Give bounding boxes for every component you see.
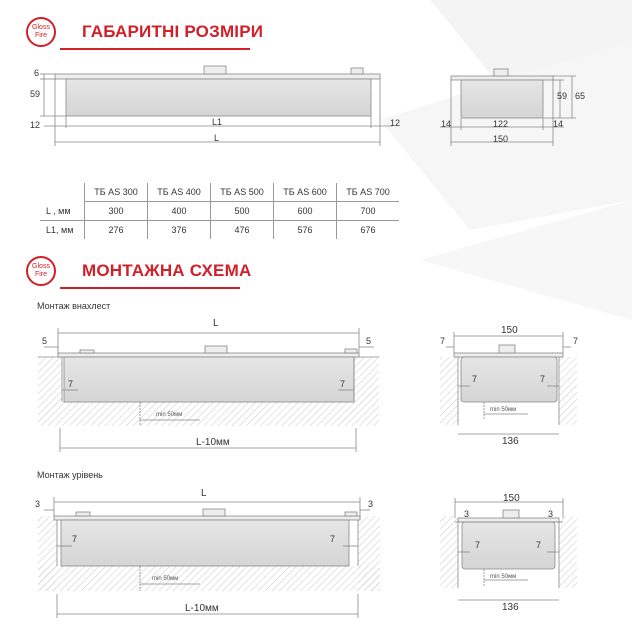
dim-overlap-right: 5 <box>366 336 372 346</box>
table-row <box>40 221 399 240</box>
dim-overlap-side-opening: 136 <box>502 436 519 447</box>
dim-side-right: 14 <box>553 119 564 129</box>
flush-front-view <box>38 497 380 618</box>
dim-side-left: 14 <box>441 119 452 129</box>
dim-side-overall: 150 <box>493 134 509 144</box>
table-header-cell: ТБ AS 600 <box>274 183 337 202</box>
table-header-cell: ТБ AS 500 <box>211 183 274 202</box>
logo-text-line1: Gloss <box>32 263 50 270</box>
dim-flush-overall: L <box>201 488 207 499</box>
min-overlap-front: min 50мм <box>156 412 183 418</box>
table-header-cell: ТБ AS 300 <box>85 183 148 202</box>
dim-overlap-inner-left: 7 <box>68 379 74 389</box>
table-cell: 700 <box>337 202 400 221</box>
table-header-cell: ТБ AS 700 <box>337 183 400 202</box>
dim-body-height: 59 <box>30 89 41 99</box>
table-cell: 500 <box>211 202 274 221</box>
dim-inner-length: L1 <box>212 117 223 127</box>
table-cell: 300 <box>85 202 148 221</box>
dim-flush-inner-right: 7 <box>330 534 336 544</box>
table-cell: 400 <box>148 202 211 221</box>
overlap-front-view <box>38 328 379 452</box>
dim-flush-side-right: 3 <box>548 509 554 519</box>
dim-side-body-height: 59 <box>557 91 568 101</box>
dim-overlap-left: 5 <box>42 336 48 346</box>
section-title-dimensions: ГАБАРИТНІ РОЗМІРИ <box>82 22 264 41</box>
dim-overlap-side-inner-right: 7 <box>540 374 546 384</box>
logo-text-line2: Fire <box>34 271 48 278</box>
dim-overlap-side-inner-left: 7 <box>472 374 478 384</box>
logo-text-line2: Fire <box>34 32 48 39</box>
table-cell: 476 <box>211 221 274 240</box>
dim-side-middle: 122 <box>493 119 509 129</box>
dim-flush-right: 3 <box>368 499 374 509</box>
table-header-row <box>40 183 399 202</box>
dim-flush-side-left: 3 <box>464 509 470 519</box>
table-cell: 276 <box>85 221 148 240</box>
dim-overlap-inner-right: 7 <box>340 379 346 389</box>
overlap-side-view <box>440 332 577 434</box>
dim-top-height: 6 <box>34 68 40 78</box>
table-header-cell: ТБ AS 400 <box>148 183 211 202</box>
dim-overall-length: L <box>214 133 220 143</box>
section-title-installation: МОНТАЖНА СХЕМА <box>82 261 252 280</box>
dim-flush-inner-left: 7 <box>72 534 78 544</box>
table-row-label: L , мм <box>40 202 85 221</box>
table-corner <box>40 183 85 202</box>
dim-overlap-overall: L <box>213 318 219 329</box>
caption-overlap: Монтаж внахлест <box>37 301 111 311</box>
logo-text-line1: Gloss <box>32 24 50 31</box>
dim-left-offset: 12 <box>30 120 41 130</box>
min-overlap-side: min 50мм <box>490 407 517 413</box>
min-flush-front: min 50мм <box>152 576 179 582</box>
sizes-table <box>40 183 399 239</box>
min-flush-side: min 50мм <box>490 574 517 580</box>
table-cell: 576 <box>274 221 337 240</box>
dim-flush-side-inner-left: 7 <box>475 540 481 550</box>
dim-flush-side-overall: 150 <box>503 493 520 504</box>
table-cell: 600 <box>274 202 337 221</box>
dim-flush-side-inner-right: 7 <box>536 540 542 550</box>
table-cell: 376 <box>148 221 211 240</box>
dim-flush-left: 3 <box>35 499 41 509</box>
dim-overlap-side-overall: 150 <box>501 325 518 336</box>
dim-overlap-side-right: 7 <box>573 336 579 346</box>
caption-flush: Монтаж урівень <box>37 470 103 480</box>
table-row <box>40 202 399 221</box>
table-row-label: L1, мм <box>46 225 74 235</box>
dim-flush-side-opening: 136 <box>502 602 519 613</box>
dim-overlap-side-left: 7 <box>440 336 446 346</box>
flush-side-view <box>440 498 577 600</box>
dim-right-offset: 12 <box>390 118 401 128</box>
dim-overlap-opening: L-10мм <box>196 437 230 448</box>
table-cell: 676 <box>337 221 400 240</box>
dim-side-total-height: 65 <box>575 91 586 101</box>
dim-flush-opening: L-10мм <box>185 603 219 614</box>
